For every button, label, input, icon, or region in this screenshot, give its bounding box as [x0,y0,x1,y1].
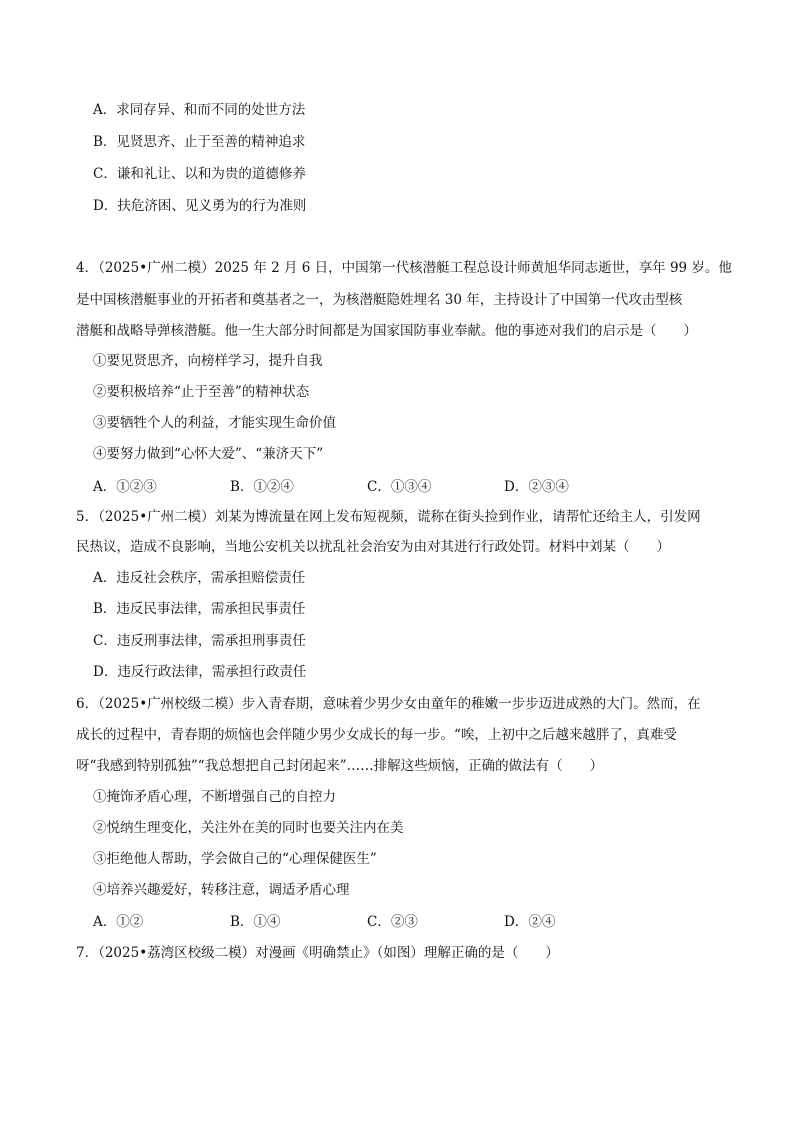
q4-choice-a: A．①②③ [93,479,157,495]
q6-choice-c: C．②③ [367,914,418,930]
q4-choice-d: D．②③④ [504,479,569,495]
q3-option-a: A．求同存异、和而不同的处世方法 [93,102,306,118]
q6-item-3: ③拒绝他人帮助，学会做自己的“心理保健医生” [93,851,377,867]
q5-option-d: D．违反行政法律，需承担行政责任 [93,664,307,680]
q6-item-1: ①掩饰矛盾心理，不断增强自己的自控力 [93,789,336,805]
q5-stem-line-2: 民热议，造成不良影响，当地公安机关以扰乱社会治安为由对其进行行政处罚。材料中刘某（ ） [76,539,670,555]
q5-stem-line-1: 5．（2025•广州二模）刘某为博流量在网上发布短视频，谎称在街头捡到作业，请帮忙还给主人，引发网 [76,509,701,525]
q4-choices [93,477,641,497]
q3-option-d: D．扶危济困、见义勇为的行为准则 [93,198,307,214]
q3-option-b: B．见贤思齐、止于至善的精神追求 [93,134,306,150]
q6-stem-line-3: 呀“我感到特别孤独”“我总想把自己封闭起来”……排解这些烦恼，正确的做法有（ ） [76,758,604,774]
q4-item-2: ②要积极培养“止于至善”的精神状态 [93,384,310,400]
q6-item-4: ④培养兴趣爱好，转移注意，调适矛盾心理 [93,882,350,898]
q4-item-1: ①要见贤思齐，向榜样学习，提升自我 [93,353,323,369]
q6-stem-line-2: 成长的过程中，青春期的烦恼也会伴随少男少女成长的每一步。“唉，上初中之后越来越胖了，真难受 [76,727,677,743]
q4-item-4: ④要努力做到“心怀大爱”、“兼济天下” [93,446,324,462]
q6-choices [93,912,641,932]
q4-item-3: ③要牺牲个人的利益，才能实现生命价值 [93,415,336,431]
q4-stem-line-2: 是中国核潜艇事业的开拓者和奠基者之一，为核潜艇隐姓埋名 30 年，主持设计了中国第一代攻击型核 [76,292,683,308]
q4-stem-line-1: 4．（2025•广州二模）2025 年 2 月 6 日，中国第一代核潜艇工程总设计师黄旭华同志逝世，享年 99 岁。他 [76,260,732,276]
q6-item-2: ②悦纳生理变化，关注外在美的同时也要关注内在美 [93,820,404,836]
q3-option-c: C．谦和礼让、以和为贵的道德修养 [93,166,306,182]
q4-stem-line-3: 潜艇和战略导弹核潜艇。他一生大部分时间都是为国家国防事业奉献。他的事迹对我们的启示是（ ） [76,323,697,339]
q4-choice-b: B．①②④ [230,479,294,495]
q5-option-c: C．违反刑事法律，需承担刑事责任 [93,633,306,649]
q5-option-a: A．违反社会秩序，需承担赔偿责任 [93,570,306,586]
q5-option-b: B．违反民事法律，需承担民事责任 [93,601,306,617]
q7-stem-line-1: 7．（2025•荔湾区校级二模）对漫画《明确禁止》（如图）理解正确的是（ ） [76,945,559,961]
q6-choice-b: B．①④ [230,914,281,930]
q6-choice-d: D．②④ [504,914,556,930]
q4-choice-c: C．①③④ [367,479,432,495]
q6-stem-line-1: 6．（2025•广州校级二模）步入青春期，意味着少男少女由童年的稚嫩一步步迈进成熟的大门。然而，在 [76,696,701,712]
q6-choice-a: A．①② [93,914,144,930]
